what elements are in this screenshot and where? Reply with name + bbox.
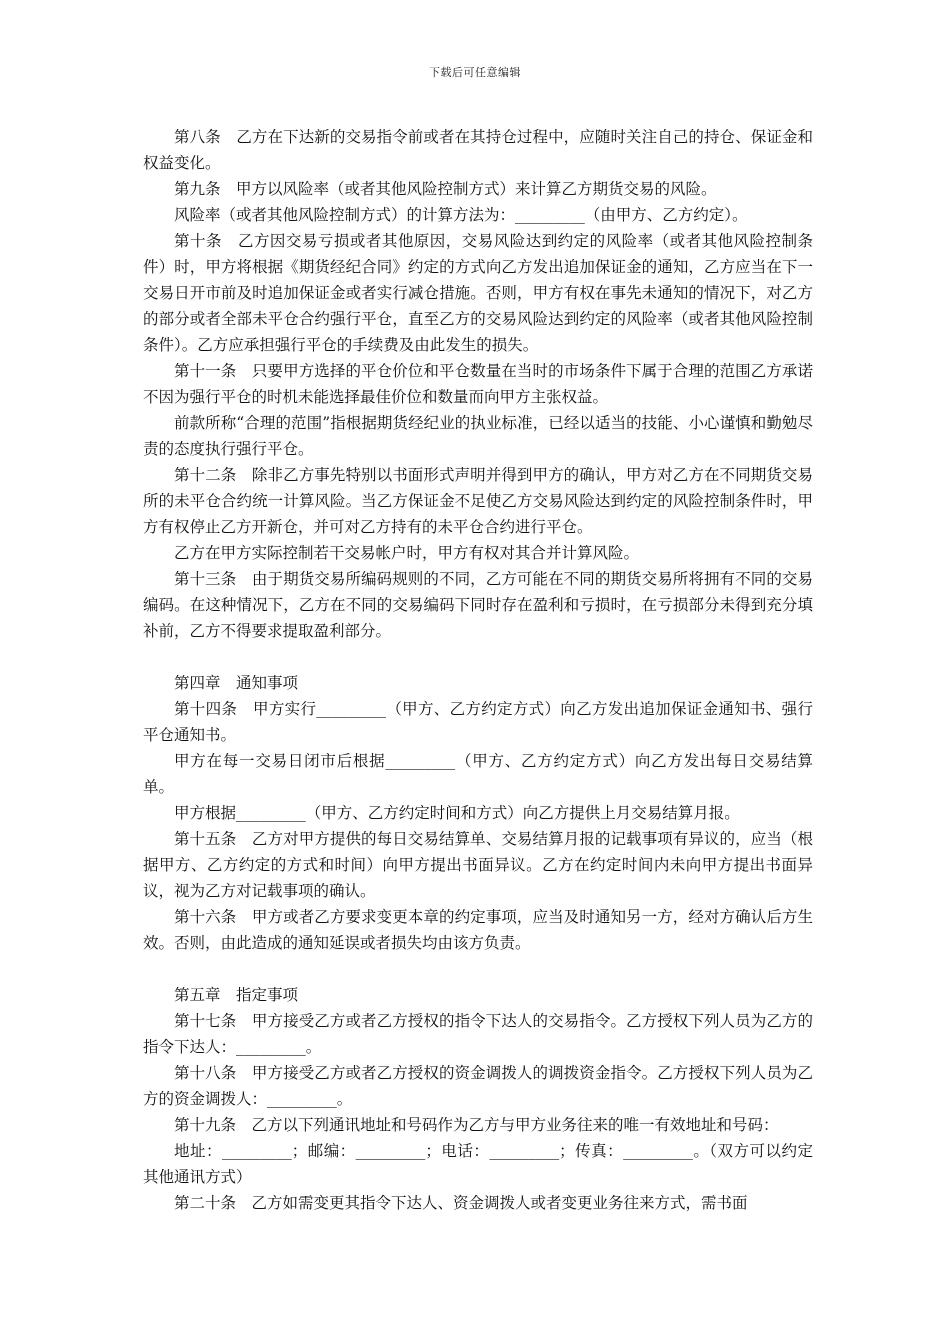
paragraph: 甲方根据_________（甲方、乙方约定时间和方式）向乙方提供上月交易结算月报。 — [174, 804, 740, 822]
paragraph: 第十一条 只要甲方选择的平仓价位和平仓数量在当时的市场条件下属于合理的范围乙方承诺不因为强行平仓的时机未能选择最佳价位和数量而向甲方主张权益。 — [143, 362, 813, 406]
section-spacer — [143, 956, 813, 982]
paragraph: 第二十条 乙方如需变更其指令下达人、资金调拨人或者变更业务往来方式，需书面 — [174, 1194, 748, 1212]
paragraph: 第十八条 甲方接受乙方或者乙方授权的资金调拨人的调拨资金指令。乙方授权下列人员为乙方的资金调拨人：_________。 — [143, 1064, 813, 1108]
paragraph: 第十四条 甲方实行_________（甲方、乙方约定方式）向乙方发出追加保证金通知书、强行平仓通知书。 — [143, 700, 813, 744]
paragraph: 第十九条 乙方以下列通讯地址和号码作为乙方与甲方业务往来的唯一有效地址和号码： — [174, 1116, 779, 1134]
section-spacer — [143, 644, 813, 670]
document-body — [143, 124, 813, 1216]
paragraph: 第十五条 乙方对甲方提供的每日交易结算单、交易结算月报的记载事项有异议的，应当（根据甲方、乙方约定的方式和时间）向甲方提出书面异议。乙方在约定时间内未向甲方提出书面异议，视为乙方对记载事项的确认。 — [143, 830, 813, 900]
paragraph: 第十七条 甲方接受乙方或者乙方授权的指令下达人的交易指令。乙方授权下列人员为乙方的指令下达人：_________。 — [143, 1012, 813, 1056]
chapter-heading: 第五章 指定事项 — [174, 986, 299, 1004]
paragraph: 前款所称“合理的范围”指根据期货经纪业的执业标准，已经以适当的技能、小心谨慎和勤勉尽责的态度执行强行平仓。 — [143, 414, 813, 458]
paragraph: 乙方在甲方实际控制若干交易帐户时，甲方有权对其合并计算风险。 — [174, 544, 640, 562]
paragraph: 风险率（或者其他风险控制方式）的计算方法为：_________（由甲方、乙方约定）。 — [174, 206, 748, 224]
page-header: 下载后可任意编辑 — [429, 66, 521, 79]
paragraph: 第九条 甲方以风险率（或者其他风险控制方式）来计算乙方期货交易的风险。 — [174, 180, 717, 198]
paragraph: 第十三条 由于期货交易所编码规则的不同，乙方可能在不同的期货交易所将拥有不同的交易编码。在这种情况下，乙方在不同的交易编码下同时存在盈利和亏损时，在亏损部分未得到充分填补前，乙方不得要求提取盈利部分。 — [143, 570, 813, 640]
paragraph: 第十二条 除非乙方事先特别以书面形式声明并得到甲方的确认，甲方对乙方在不同期货交易所的未平仓合约统一计算风险。当乙方保证金不足使乙方交易风险达到约定的风险控制条件时，甲方有权停止乙方开新仓，并可对乙方持有的未平仓合约进行平仓。 — [143, 466, 813, 536]
paragraph: 甲方在每一交易日闭市后根据_________（甲方、乙方约定方式）向乙方发出每日交易结算单。 — [143, 752, 813, 796]
paragraph: 第十条 乙方因交易亏损或者其他原因，交易风险达到约定的风险率（或者其他风险控制条件）时，甲方将根据《期货经纪合同》约定的方式向乙方发出追加保证金的通知，乙方应当在下一交易日开市前及时追加保证金或者实行减仓措施。否则，甲方有权在事先未通知的情况下，对乙方的部分或者全部未平仓合约强行平仓，直至乙方的交易风险达到约定的风险率（或者其他风险控制条件）。乙方应承担强行平仓的手续费及由此发生的损失。 — [143, 232, 813, 354]
paragraph: 第十六条 甲方或者乙方要求变更本章的约定事项，应当及时通知另一方，经对方确认后方生效。否则，由此造成的通知延误或者损失均由该方负责。 — [143, 908, 813, 952]
paragraph: 地址：_________；邮编：_________；电话：_________；传真：_________。（双方可以约定其他通讯方式） — [143, 1142, 813, 1186]
paragraph: 第八条 乙方在下达新的交易指令前或者在其持仓过程中，应随时关注自己的持仓、保证金和权益变化。 — [143, 128, 813, 172]
chapter-heading: 第四章 通知事项 — [174, 674, 299, 692]
